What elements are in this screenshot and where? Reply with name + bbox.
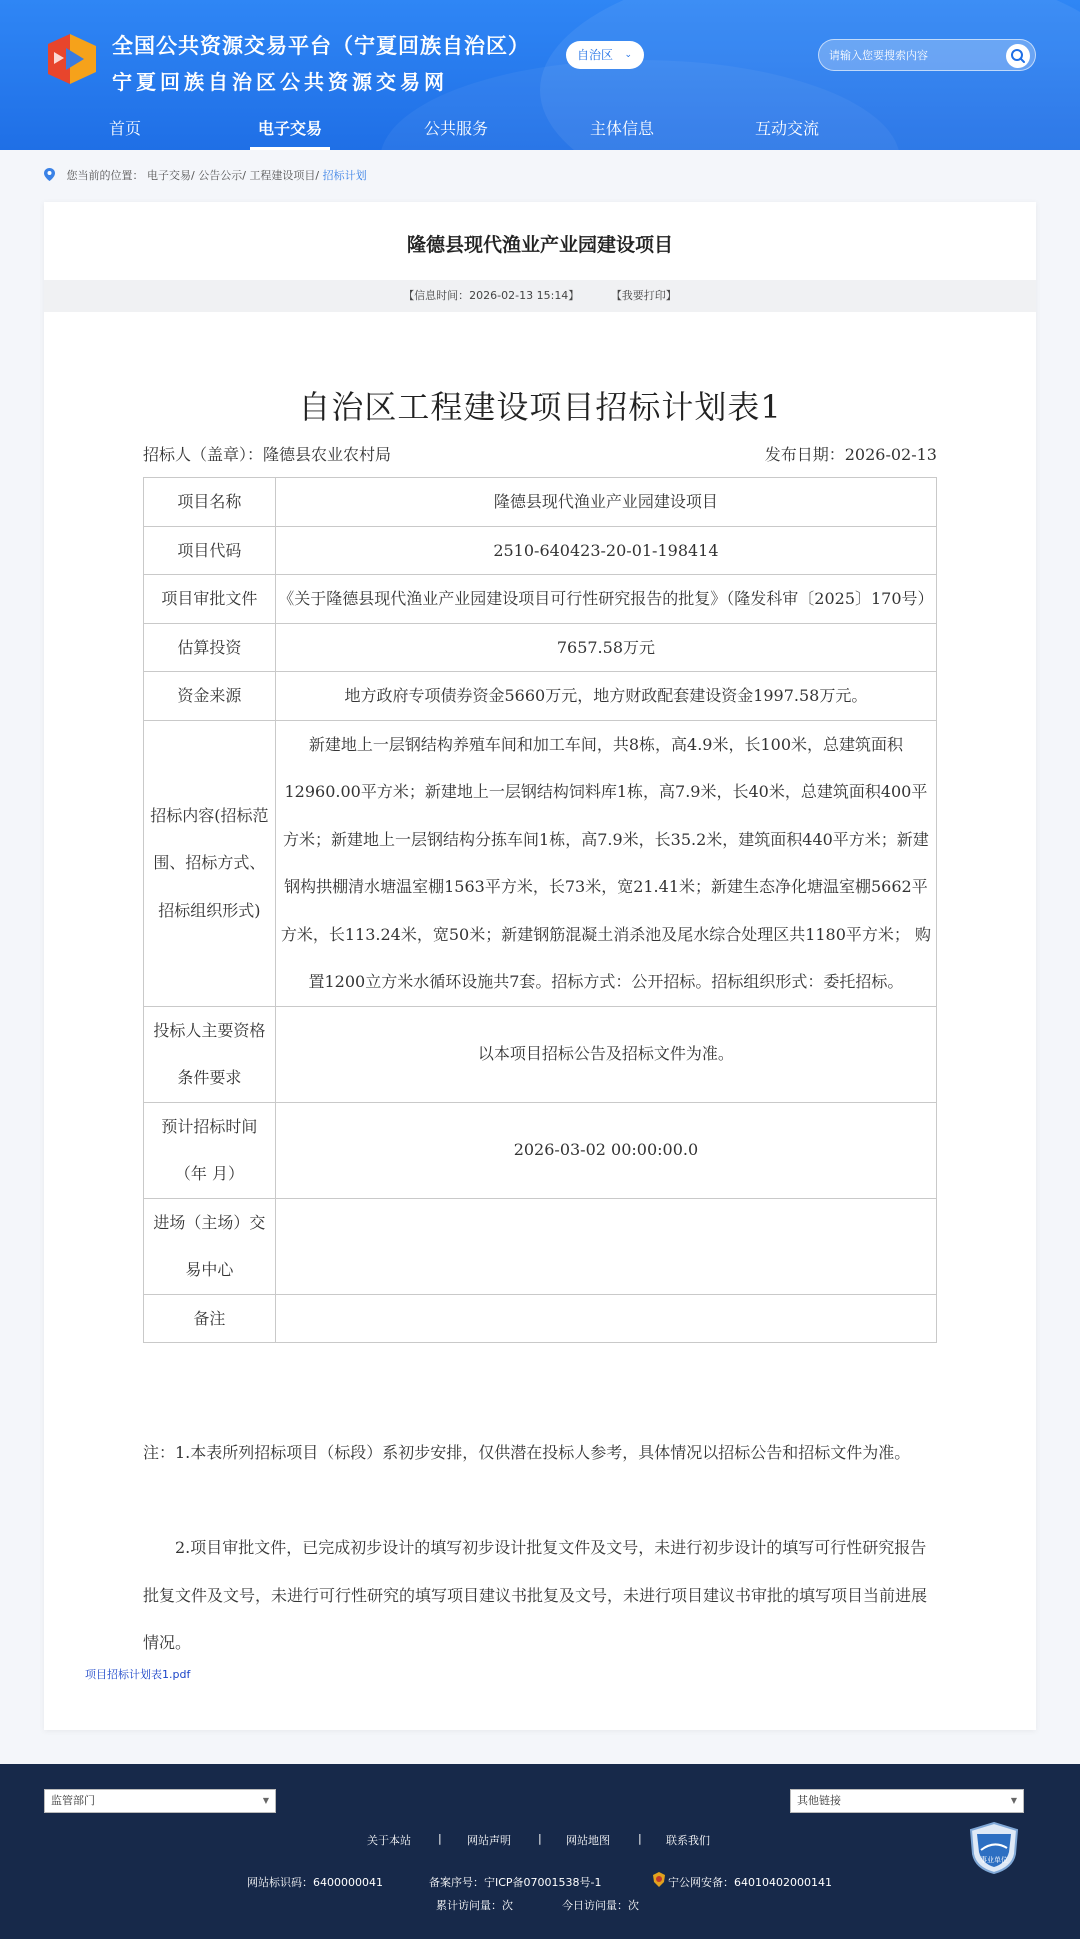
tenderer: 招标人（盖章）：隆德县农业农村局 (143, 445, 392, 464)
site-title: 全国公共资源交易平台（宁夏回族自治区） (112, 34, 530, 58)
site-title-block (112, 30, 530, 95)
total-visits: 累计访问量：次 (436, 1899, 513, 1912)
footer-link-statement[interactable]: 网站声明 (467, 1834, 511, 1847)
police-record[interactable]: 宁公网安备：64010402000141 (668, 1876, 832, 1889)
table-row (144, 672, 937, 721)
region-label: 自治区 (577, 48, 614, 62)
search-input[interactable] (829, 46, 989, 64)
public-institution-badge-icon[interactable] (969, 1822, 1019, 1874)
table-key: 招标内容(招标范围、招标方式、招标组织形式) (144, 720, 276, 1006)
breadcrumb-current: 招标计划 (322, 169, 367, 182)
other-links-select[interactable] (790, 1789, 1024, 1813)
site-footer (0, 1764, 1080, 1939)
breadcrumb-link-notices[interactable]: 公告公示/ (198, 169, 246, 182)
table-value: 地方政府专项债券资金5660万元，地方财政配套建设资金1997.58万元。 (275, 672, 936, 721)
breadcrumb-link-e-trade[interactable]: 电子交易/ (147, 169, 195, 182)
table-key: 估算投资 (144, 623, 276, 672)
breadcrumb (44, 167, 367, 183)
nav-item-entity-info[interactable]: 主体信息 (590, 119, 655, 138)
info-time: 【信息时间：2026-02-13 15:14】 (403, 289, 580, 302)
table-value (275, 1198, 936, 1294)
table-value: 《关于隆德县现代渔业产业园建设项目可行性研究报告的批复》（隆发科审〔2025〕170号） (275, 575, 936, 624)
breadcrumb-label: 您当前的位置： (66, 169, 144, 182)
region-selector[interactable] (566, 41, 644, 69)
location-pin-icon (44, 168, 55, 181)
nav-item-interaction[interactable]: 互动交流 (755, 119, 820, 138)
document-title: 自治区工程建设项目招标计划表1 (298, 388, 782, 426)
article-title: 隆德县现代渔业产业园建设项目 (406, 234, 673, 256)
table-row (144, 1102, 937, 1198)
footer-link-sitemap[interactable]: 网站地图 (566, 1834, 610, 1847)
main-nav (0, 108, 1080, 150)
table-value: 以本项目招标公告及招标文件为准。 (275, 1006, 936, 1102)
breadcrumb-link-engineering[interactable]: 工程建设项目/ (249, 169, 320, 182)
chevron-down-icon: ⌄ (624, 50, 632, 60)
publish-date: 发布日期：2026-02-13 (764, 445, 937, 464)
police-badge-icon (652, 1872, 666, 1887)
chevron-down-icon: ▼ (1010, 1796, 1017, 1805)
table-key: 投标人主要资格条件要求 (144, 1006, 276, 1102)
table-row (144, 1006, 937, 1102)
table-key: 预计招标时间（年 月） (144, 1102, 276, 1198)
table-key: 资金来源 (144, 672, 276, 721)
footer-link-about[interactable]: 关于本站 (367, 1834, 411, 1847)
table-value: 新建地上一层钢结构养殖车间和加工车间，共8栋，高4.9米，长100米，总建筑面积12960.00平方米；新建地上一层钢结构饲料库1栋，高7.9米，长40米，总建筑面积400平方米；新建地上一层钢结构分拣车间1栋，高7.9米，长35.2米，建筑面积440平方米；新建钢构拱棚清水塘温室棚1563平方米，长73米，宽21.41米；新建生态净化塘温室棚5662平方米，长113.24米，宽50米；新建钢筋混凝土消杀池及尾水综合处理区共1180平方米； 购置1200立方米水循环设施共7套。招标方式：公开招标。招标组织形式：委托招标。 (275, 720, 936, 1006)
article-card (44, 202, 1036, 1730)
note-1: 注：1.本表所列招标项目（标段）系初步安排，仅供潜在投标人参考，具体情况以招标公告和招标文件为准。 (143, 1443, 911, 1462)
footer-separator: | (438, 1832, 442, 1845)
table-row (144, 623, 937, 672)
badge-label: 事业单位 (980, 1856, 1008, 1864)
nav-item-public-service[interactable]: 公共服务 (424, 119, 489, 138)
attachment-pdf-link[interactable]: 项目招标计划表1.pdf (85, 1668, 191, 1681)
table-key: 项目审批文件 (144, 575, 276, 624)
footer-link-contact[interactable]: 联系我们 (666, 1834, 710, 1847)
table-value: 7657.58万元 (275, 623, 936, 672)
regulator-select[interactable] (44, 1789, 276, 1813)
table-row (144, 478, 937, 527)
table-key: 进场（主场）交易中心 (144, 1198, 276, 1294)
table-row (144, 1294, 937, 1343)
nav-item-e-trade[interactable]: 电子交易 (258, 116, 322, 139)
site-header (0, 0, 1080, 150)
table-value: 隆德县现代渔业产业园建设项目 (275, 478, 936, 527)
table-key: 项目名称 (144, 478, 276, 527)
today-visits: 今日访问量：次 (562, 1899, 639, 1912)
footer-separator: | (538, 1832, 542, 1845)
site-logo-icon[interactable] (44, 32, 100, 86)
table-row (144, 1198, 937, 1294)
site-subtitle: 宁夏回族自治区公共资源交易网 (112, 70, 448, 94)
table-key: 项目代码 (144, 526, 276, 575)
footer-separator: | (638, 1832, 642, 1845)
note-2: 2.项目审批文件，已完成初步设计的填写初步设计批复文件及文号，未进行初步设计的填写可行性研究报告批复文件及文号，未进行可行性研究的填写项目建议书批复及文号，未进行项目建议书审批的填写项目当前进展情况。 (143, 1538, 928, 1652)
table-row (144, 720, 937, 1006)
search-button[interactable] (1006, 44, 1030, 68)
table-row (144, 526, 937, 575)
search-box (818, 39, 1036, 71)
tender-plan-table (143, 477, 937, 1343)
other-links-select-value: 其他链接 (797, 1794, 841, 1807)
print-button[interactable]: 【我要打印】 (610, 289, 677, 302)
search-icon (1006, 44, 1030, 68)
nav-item-home[interactable]: 首页 (109, 119, 142, 138)
table-value: 2510-640423-20-01-198414 (275, 526, 936, 575)
table-row (144, 575, 937, 624)
site-code: 网站标识码：6400000041 (247, 1876, 383, 1889)
table-value (275, 1294, 936, 1343)
icp-record[interactable]: 备案序号：宁ICP备07001538号-1 (429, 1876, 602, 1889)
regulator-select-value: 监管部门 (51, 1794, 95, 1807)
chevron-down-icon: ▼ (262, 1796, 269, 1805)
table-value: 2026-03-02 00:00:00.0 (275, 1102, 936, 1198)
article-info-bar (44, 280, 1036, 312)
table-key: 备注 (144, 1294, 276, 1343)
